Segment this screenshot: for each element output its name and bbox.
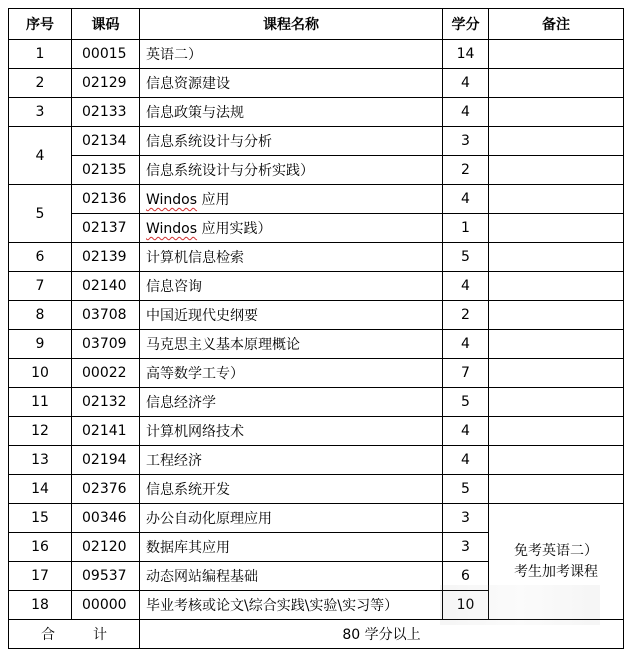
credit-cell: 6 (443, 562, 489, 591)
note-cell (489, 388, 624, 417)
code-cell: 00000 (72, 591, 140, 620)
credit-cell: 14 (443, 40, 489, 69)
code-cell: 02194 (72, 446, 140, 475)
credit-cell: 5 (443, 388, 489, 417)
note-cell (489, 40, 624, 69)
credit-cell: 4 (443, 69, 489, 98)
note-cell (489, 69, 624, 98)
total-label (9, 620, 140, 649)
name-cell (140, 185, 443, 214)
code-cell: 03708 (72, 301, 140, 330)
note-line-1: 免考英语二） (514, 542, 598, 559)
credit-cell: 3 (443, 127, 489, 156)
table-row (9, 98, 624, 127)
code-cell: 02135 (72, 156, 140, 185)
code-cell: 00022 (72, 359, 140, 388)
table-row (9, 301, 624, 330)
credit-cell: 4 (443, 98, 489, 127)
note-cell (489, 475, 624, 504)
table-row (9, 40, 624, 69)
note-cell (489, 243, 624, 272)
credit-cell: 5 (443, 243, 489, 272)
code-cell: 02141 (72, 417, 140, 446)
seq-cell: 10 (9, 359, 72, 388)
note-cell (489, 301, 624, 330)
name-cell: 计算机网络技术 (140, 417, 443, 446)
name-cell: 信息经济学 (140, 388, 443, 417)
seq-cell: 8 (9, 301, 72, 330)
total-label-left: 合 (41, 627, 55, 643)
table-row (9, 504, 624, 533)
seq-cell: 4 (9, 127, 72, 185)
seq-cell: 16 (9, 533, 72, 562)
total-value: 80 学分以上 (140, 620, 624, 649)
seq-cell: 5 (9, 185, 72, 243)
header-seq: 序号 (9, 9, 72, 40)
credit-cell: 5 (443, 475, 489, 504)
table-row (9, 475, 624, 504)
code-cell: 02129 (72, 69, 140, 98)
table-row (9, 127, 624, 156)
name-cell: 数据库其应用 (140, 533, 443, 562)
note-line-2: 考生加考课程 (514, 563, 598, 580)
table-row (9, 446, 624, 475)
code-cell: 03709 (72, 330, 140, 359)
code-cell: 02134 (72, 127, 140, 156)
note-cell (489, 185, 624, 214)
name-cell: 英语二） (140, 40, 443, 69)
credit-cell: 2 (443, 301, 489, 330)
name-latin: Windos (146, 221, 198, 237)
note-cell (489, 214, 624, 243)
watermark (440, 585, 600, 625)
name-cell: 信息系统开发 (140, 475, 443, 504)
seq-cell: 15 (9, 504, 72, 533)
code-cell: 02120 (72, 533, 140, 562)
seq-cell: 17 (9, 562, 72, 591)
credit-cell: 3 (443, 504, 489, 533)
name-cell: 马克思主义基本原理概论 (140, 330, 443, 359)
seq-cell: 13 (9, 446, 72, 475)
seq-cell: 6 (9, 243, 72, 272)
code-cell: 09537 (72, 562, 140, 591)
code-cell: 02376 (72, 475, 140, 504)
name-latin: Windos (146, 192, 198, 208)
name-cell: 工程经济 (140, 446, 443, 475)
table-row (9, 69, 624, 98)
note-cell (489, 359, 624, 388)
total-label-right: 计 (93, 627, 107, 643)
credit-cell: 4 (443, 272, 489, 301)
code-cell: 00015 (72, 40, 140, 69)
seq-cell: 18 (9, 591, 72, 620)
credit-cell: 10 (443, 591, 489, 620)
seq-cell: 7 (9, 272, 72, 301)
header-credit: 学分 (443, 9, 489, 40)
name-cell: 信息资源建设 (140, 69, 443, 98)
table-row (9, 272, 624, 301)
note-cell (489, 127, 624, 156)
credit-cell: 4 (443, 417, 489, 446)
name-cell: 办公自动化原理应用 (140, 504, 443, 533)
code-cell: 02137 (72, 214, 140, 243)
header-code: 课码 (72, 9, 140, 40)
table-row (9, 388, 624, 417)
name-cell (140, 214, 443, 243)
note-cell (489, 272, 624, 301)
name-cell: 动态网站编程基础 (140, 562, 443, 591)
credit-cell: 4 (443, 330, 489, 359)
name-cell: 信息咨询 (140, 272, 443, 301)
note-cell (489, 417, 624, 446)
header-row (9, 9, 624, 40)
table-row (9, 214, 624, 243)
course-table (8, 8, 624, 649)
code-cell: 00346 (72, 504, 140, 533)
seq-cell: 12 (9, 417, 72, 446)
table-row (9, 243, 624, 272)
name-rest: 应用 (197, 192, 230, 208)
code-cell: 02133 (72, 98, 140, 127)
table-row (9, 156, 624, 185)
credit-cell: 1 (443, 214, 489, 243)
table-row (9, 330, 624, 359)
seq-cell: 2 (9, 69, 72, 98)
name-rest: 应用实践） (197, 221, 272, 237)
seq-cell: 3 (9, 98, 72, 127)
code-cell: 02136 (72, 185, 140, 214)
name-cell: 高等数学工专） (140, 359, 443, 388)
name-cell: 中国近现代史纲要 (140, 301, 443, 330)
name-cell: 毕业考核或论文\综合实践\实验\实习等） (140, 591, 443, 620)
credit-cell: 4 (443, 185, 489, 214)
credit-cell: 3 (443, 533, 489, 562)
code-cell: 02139 (72, 243, 140, 272)
table-row (9, 185, 624, 214)
note-cell (489, 156, 624, 185)
code-cell: 02140 (72, 272, 140, 301)
note-cell (489, 446, 624, 475)
note-cell (489, 98, 624, 127)
note-cell (489, 330, 624, 359)
table-row (9, 359, 624, 388)
name-cell: 信息系统设计与分析 (140, 127, 443, 156)
seq-cell: 1 (9, 40, 72, 69)
table-row (9, 417, 624, 446)
name-cell: 计算机信息检索 (140, 243, 443, 272)
credit-cell: 4 (443, 446, 489, 475)
credit-cell: 7 (443, 359, 489, 388)
seq-cell: 11 (9, 388, 72, 417)
code-cell: 02132 (72, 388, 140, 417)
name-cell: 信息系统设计与分析实践） (140, 156, 443, 185)
credit-cell: 2 (443, 156, 489, 185)
header-note: 备注 (489, 9, 624, 40)
seq-cell: 14 (9, 475, 72, 504)
seq-cell: 9 (9, 330, 72, 359)
name-cell: 信息政策与法规 (140, 98, 443, 127)
header-name: 课程名称 (140, 9, 443, 40)
